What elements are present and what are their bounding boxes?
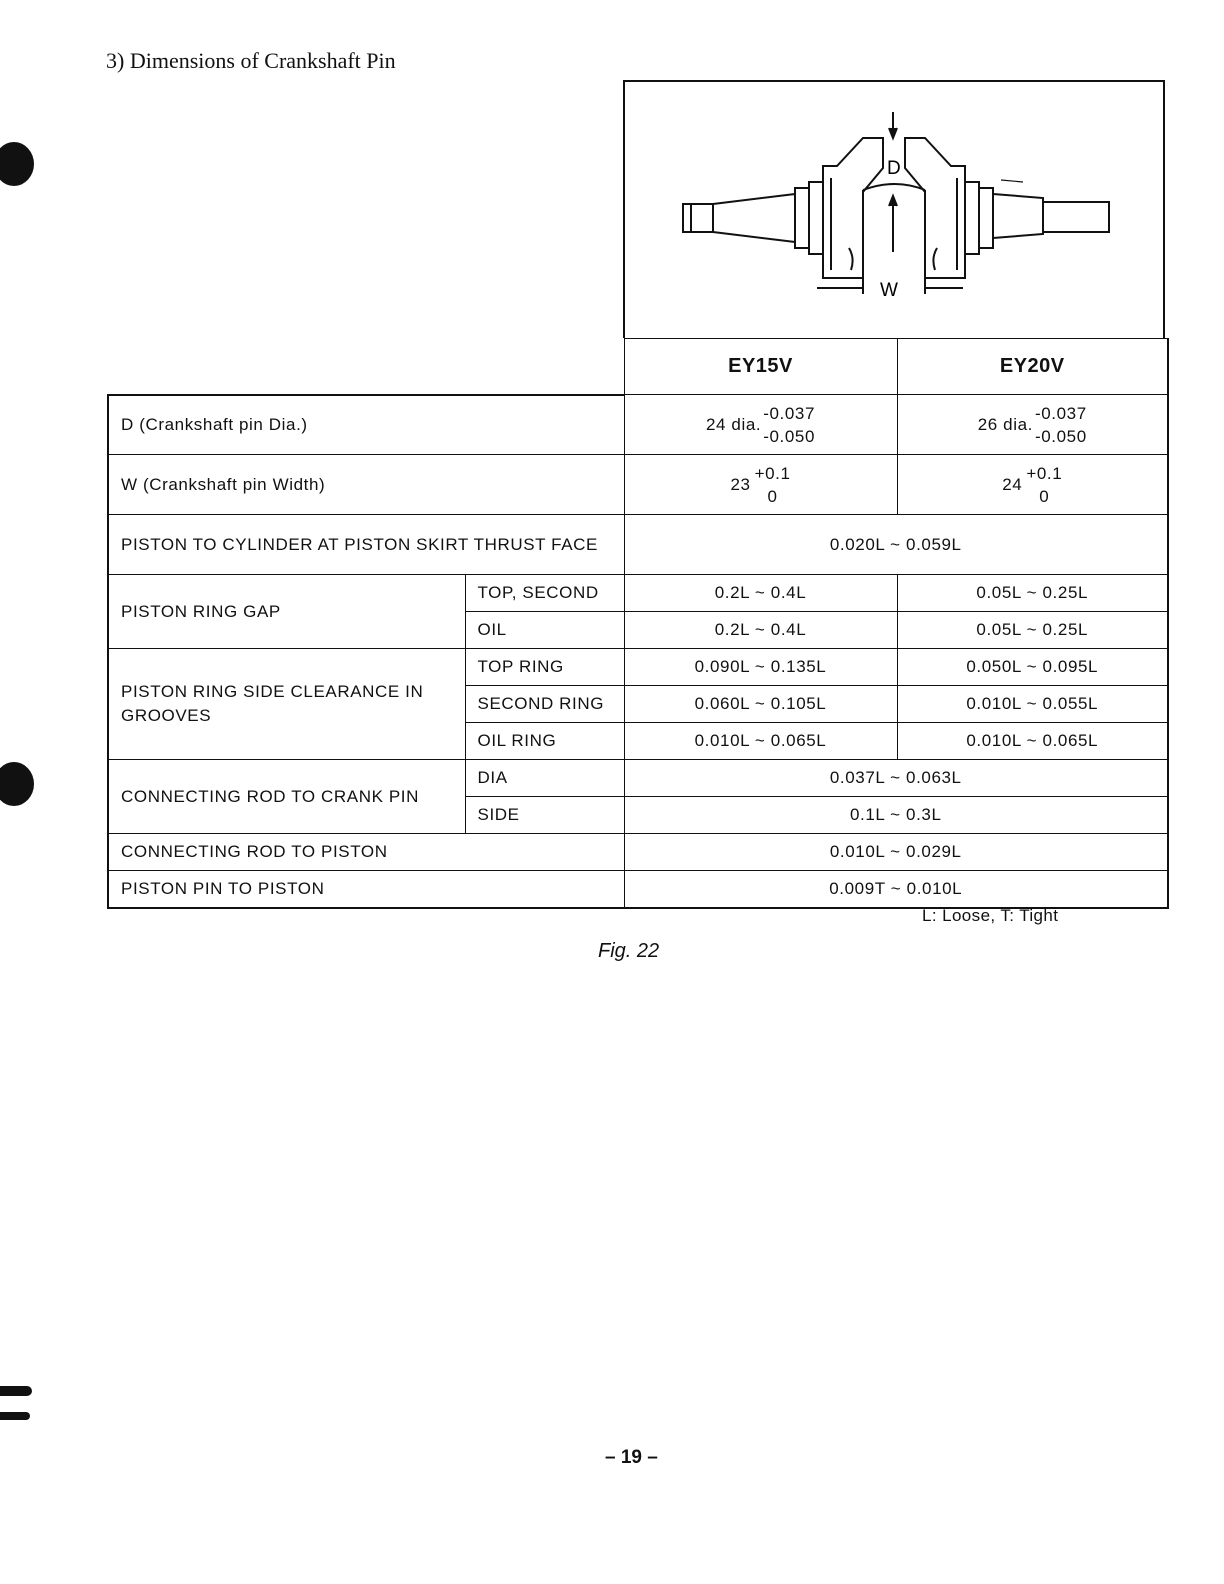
page-number: – 19 – [605, 1447, 658, 1468]
tol-base: 24 dia. [705, 414, 762, 434]
table-row [108, 871, 1168, 908]
cell-ring-side-second-ey20v: 0.010L ~ 0.055L [897, 686, 1168, 723]
crankshaft-spec-table [107, 338, 1169, 909]
table-row [108, 515, 1168, 575]
sub-label-oil: OIL [465, 612, 624, 649]
crankshaft-diagram [625, 82, 1167, 340]
table-row [108, 455, 1168, 515]
table-row [108, 760, 1168, 797]
table-row [108, 834, 1168, 871]
binder-hole-middle [0, 762, 34, 806]
table-row [108, 395, 1168, 455]
cell-ring-gap-top-ey15v: 0.2L ~ 0.4L [624, 575, 897, 612]
section-heading: 3) Dimensions of Crankshaft Pin [106, 48, 396, 73]
model-header-ey20v: EY20V [897, 339, 1168, 395]
row-label-conrod-crank: CONNECTING ROD TO CRANK PIN [108, 760, 465, 834]
tol-upper: +0.1 [754, 463, 791, 483]
tol-lower: -0.050 [1034, 426, 1087, 446]
cell-skirt-value: 0.020L ~ 0.059L [624, 515, 1168, 575]
sub-label-side: SIDE [465, 797, 624, 834]
sub-label-second-ring: SECOND RING [465, 686, 624, 723]
sub-label-top-ring: TOP RING [465, 649, 624, 686]
sub-label-oil-ring: OIL RING [465, 723, 624, 760]
table-row [108, 649, 1168, 686]
figure-caption: Fig. 22 [598, 940, 660, 962]
cell-conrod-crank-side: 0.1L ~ 0.3L [624, 797, 1168, 834]
dimension-label-d: D [887, 158, 901, 179]
tol-upper: +0.1 [1026, 463, 1063, 483]
row-label-pin-piston: PISTON PIN TO PISTON [108, 871, 624, 908]
row-label-w: W (Crankshaft pin Width) [108, 455, 624, 515]
cell-d-ey15v [624, 395, 897, 455]
cell-ring-side-second-ey15v: 0.060L ~ 0.105L [624, 686, 897, 723]
cell-ring-gap-oil-ey20v: 0.05L ~ 0.25L [897, 612, 1168, 649]
row-label-ring-gap: PISTON RING GAP [108, 575, 465, 649]
row-label-d: D (Crankshaft pin Dia.) [108, 395, 624, 455]
tol-base: 24 [1002, 474, 1023, 494]
cell-conrod-piston: 0.010L ~ 0.029L [624, 834, 1168, 871]
table-row [108, 575, 1168, 612]
row-label-conrod-piston: CONNECTING ROD TO PISTON [108, 834, 624, 871]
dimension-label-w: W [880, 280, 898, 301]
tol-lower: 0 [1039, 486, 1050, 506]
tol-lower: -0.050 [763, 426, 816, 446]
cell-ring-side-top-ey15v: 0.090L ~ 0.135L [624, 649, 897, 686]
table-legend: L: Loose, T: Tight [922, 906, 1059, 925]
sub-label-dia: DIA [465, 760, 624, 797]
row-label-ring-side: PISTON RING SIDE CLEARANCE IN GROOVES [108, 649, 465, 760]
cell-w-ey20v [897, 455, 1168, 515]
cell-w-ey15v [624, 455, 897, 515]
cell-ring-gap-oil-ey15v: 0.2L ~ 0.4L [624, 612, 897, 649]
cell-ring-side-oil-ey15v: 0.010L ~ 0.065L [624, 723, 897, 760]
crankshaft-figure [623, 80, 1165, 338]
binder-hole-bottom [0, 1386, 32, 1396]
cell-ring-side-oil-ey20v: 0.010L ~ 0.065L [897, 723, 1168, 760]
cell-d-ey20v [897, 395, 1168, 455]
cell-pin-piston: 0.009T ~ 0.010L [624, 871, 1168, 908]
tol-base: 26 dia. [977, 414, 1033, 434]
tol-upper: -0.037 [1034, 403, 1087, 423]
sub-label-top-second: TOP, SECOND [465, 575, 624, 612]
tol-base: 23 [730, 474, 751, 494]
tol-lower: 0 [767, 486, 778, 506]
table-blank-corner [108, 339, 624, 395]
model-header-ey15v: EY15V [624, 339, 897, 395]
binder-hole-top [0, 142, 34, 186]
binder-hole-bottom-2 [0, 1412, 30, 1420]
cell-ring-gap-top-ey20v: 0.05L ~ 0.25L [897, 575, 1168, 612]
cell-ring-side-top-ey20v: 0.050L ~ 0.095L [897, 649, 1168, 686]
tol-upper: -0.037 [763, 403, 816, 423]
row-label-skirt: PISTON TO CYLINDER AT PISTON SKIRT THRUST FACE [108, 515, 624, 575]
cell-conrod-crank-dia: 0.037L ~ 0.063L [624, 760, 1168, 797]
